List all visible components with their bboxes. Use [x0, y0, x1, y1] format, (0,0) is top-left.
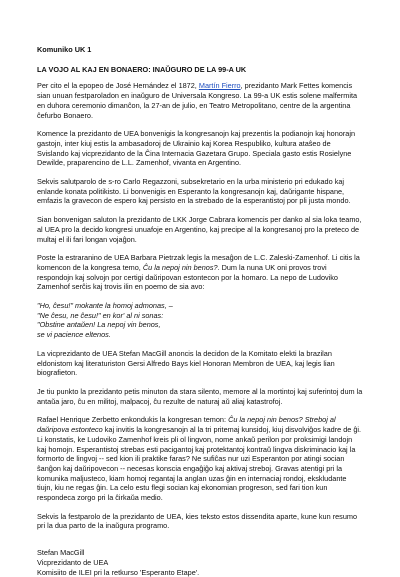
- paragraph-7: Je tiu punkto la prezidanto petis minuton da stara silento, memore al la mortintoj kaj suferintoj dum la antaŭa jaro, ĉu en militoj, malpacoj, ĉu rezulte de naturaj aŭ aliaj katastrofoj.: [37, 386, 363, 406]
- paragraph-6: La vicprezidanto de UEA Stefan MacGill anoncis la decidon de la Komitato elekti la brazilan eldonistom kaj literaturiston Gersi Alfredo Bays kiel Honoran Membron de UEA, kaj legis lian biografieton.: [37, 348, 335, 378]
- paragraph-8-text-b: kaj invitis la kongresanojn al la tri pritemaj kunsidoj, kiuj disvolviĝos kadre de ĝi. Li konstatis, ke Ludoviko Zamenhof kreis pli ol lingvon, nome ankaŭ perilon por proksimigi landojn kaj homojn. Esperantistoj strebas esti pacigantoj kaj protektantoj kontraŭ lingva diskriminacio kaj la formorto de lingvoj -- sed kion ili praktike faras? Ne sufiĉas nur uzi Esperanton por atingi socian ŝanĝon kaj daŭripovecon -- necesas konscia engaĝiĝo kaj aktivaj streboj. Gravas atentigi pri la komunika maljusteco, kiam homoj regantaj la anglan uzas ĝin en internaciaj rondoj, ekskludante tiujn, kiu ne regas ĝin. La celo estu flegi socian kaj ekonomian progreson, sed fari tion kun respondeca zorgo pri la ĉirkaŭa medio.: [37, 425, 362, 503]
- paragraph-4: Sian bonvenigan saluton la prezidanto de LKK Jorge Cabrara komencis per danko al sia loka teamo, al UEA pro la decido kongresi unuafoje en Argentino, kaj precipe al la kongresanoj pro la preteco de multaj el ili fari longan vojaĝon.: [37, 215, 362, 244]
- document-label: Komuniko UK 1: [37, 45, 92, 54]
- paragraph-5-text-b: . Dum la nuna UK oni provos trovi respondojn kaj solvojn por certigi daŭripovan estontecon por la homaro. La nepo de Ludoviko Zamenhof serĉis kaj trovis ilin en poemo de sia avo:: [37, 262, 338, 292]
- paragraph-1-text-b: , prezidanto Mark Fettes komencis sian unuan festparoladon en inaŭguro de Universala Kongreso. La 99-a UK estis solene malfermita en duhora ceremonio dimanĉon, la 27-an de julio, en Teatro Metropolitano, centre de la argentina ĉefurbo Bonaero.: [37, 81, 358, 120]
- document-title: LA VOJO AL KAJ EN BONAERO: INAŬGURO DE LA 99-A UK: [37, 64, 247, 74]
- poem-line: se vi pacience eltenos.: [37, 330, 111, 340]
- paragraph-3: Sekvis salutparolo de s-ro Carlo Regazzoni, subsekretario en la urba ministerio pri edukado kaj enlande konata politikisto. Li bonvenigis en Esperanto la kongresanojn kaj, daŭrigante hispane, emfazis la gravecon de espero kaj persisto en la strebado de la esperantistoj por pli justa mondo.: [37, 177, 351, 206]
- congress-theme-full-italic: Ĉu la nepoj nin benos? Streboj al daŭripova estonteco: [37, 415, 336, 435]
- martin-fierro-link[interactable]: Martín Fierro: [198, 81, 241, 91]
- paragraph-9: Sekvis la festparolo de la prezidanto de UEA, kies teksto estos dissendita aparte, kune kun resumo pri la dua parto de la inaŭgura programo.: [37, 511, 358, 531]
- paragraph-5: [37, 253, 363, 292]
- signature-name: Stefan MacGill: [37, 548, 85, 558]
- paragraph-1: [37, 81, 363, 120]
- poem-quote: [37, 301, 363, 340]
- paragraph-5-text-a: Poste la estraranino de UEA Barbara Pietrzak legis la mesaĝon de L.C. Zaleski-Zamenhof. Li citis la komencon de la kongresa temo,: [37, 253, 360, 272]
- paragraph-8: [37, 415, 363, 502]
- poem-line: "Obstine antaŭen! La nepoj vin benos,: [37, 320, 161, 330]
- poem-line: "Ho, ĉesu!" mokante la homoj admonas, –: [37, 301, 173, 311]
- poem-line: "Ne ĉesu, ne ĉesu!" en kor' al ni sonas:: [37, 310, 164, 320]
- paragraph-8-text-a: Rafael Henrique Zerbetto enkondukis la kongresan temon:: [37, 415, 229, 425]
- paragraph-2: Komence la prezidanto de UEA bonvenigis la kongresanojn kaj prezentis la podianojn kaj honorajn gastojn, inter kiuj estis la ambasadoroj de Ukrainio kaj Korea Respubliko, kultura ataŝeo de Svislando kaj vicprezidanto de la Ĉina Internacia Gazetara Grupo. Speciala gasto estis Rosielyne Dewilde, praparencino de L.L. Zamenhof, vivanta en Argentino.: [37, 129, 356, 168]
- signature-role: Vicprezidanto de UEA: [37, 557, 109, 567]
- paragraph-1-text-a: Per cito el la epopeo de José Hernández el 1872,: [37, 81, 199, 91]
- congress-theme-italic: Ĉu la nepoj nin benos?: [142, 262, 218, 272]
- signature-commission: Komisiito de ILEI pri la retkurso 'Esperanto Etape'.: [37, 567, 200, 577]
- signature-block: [37, 548, 363, 577]
